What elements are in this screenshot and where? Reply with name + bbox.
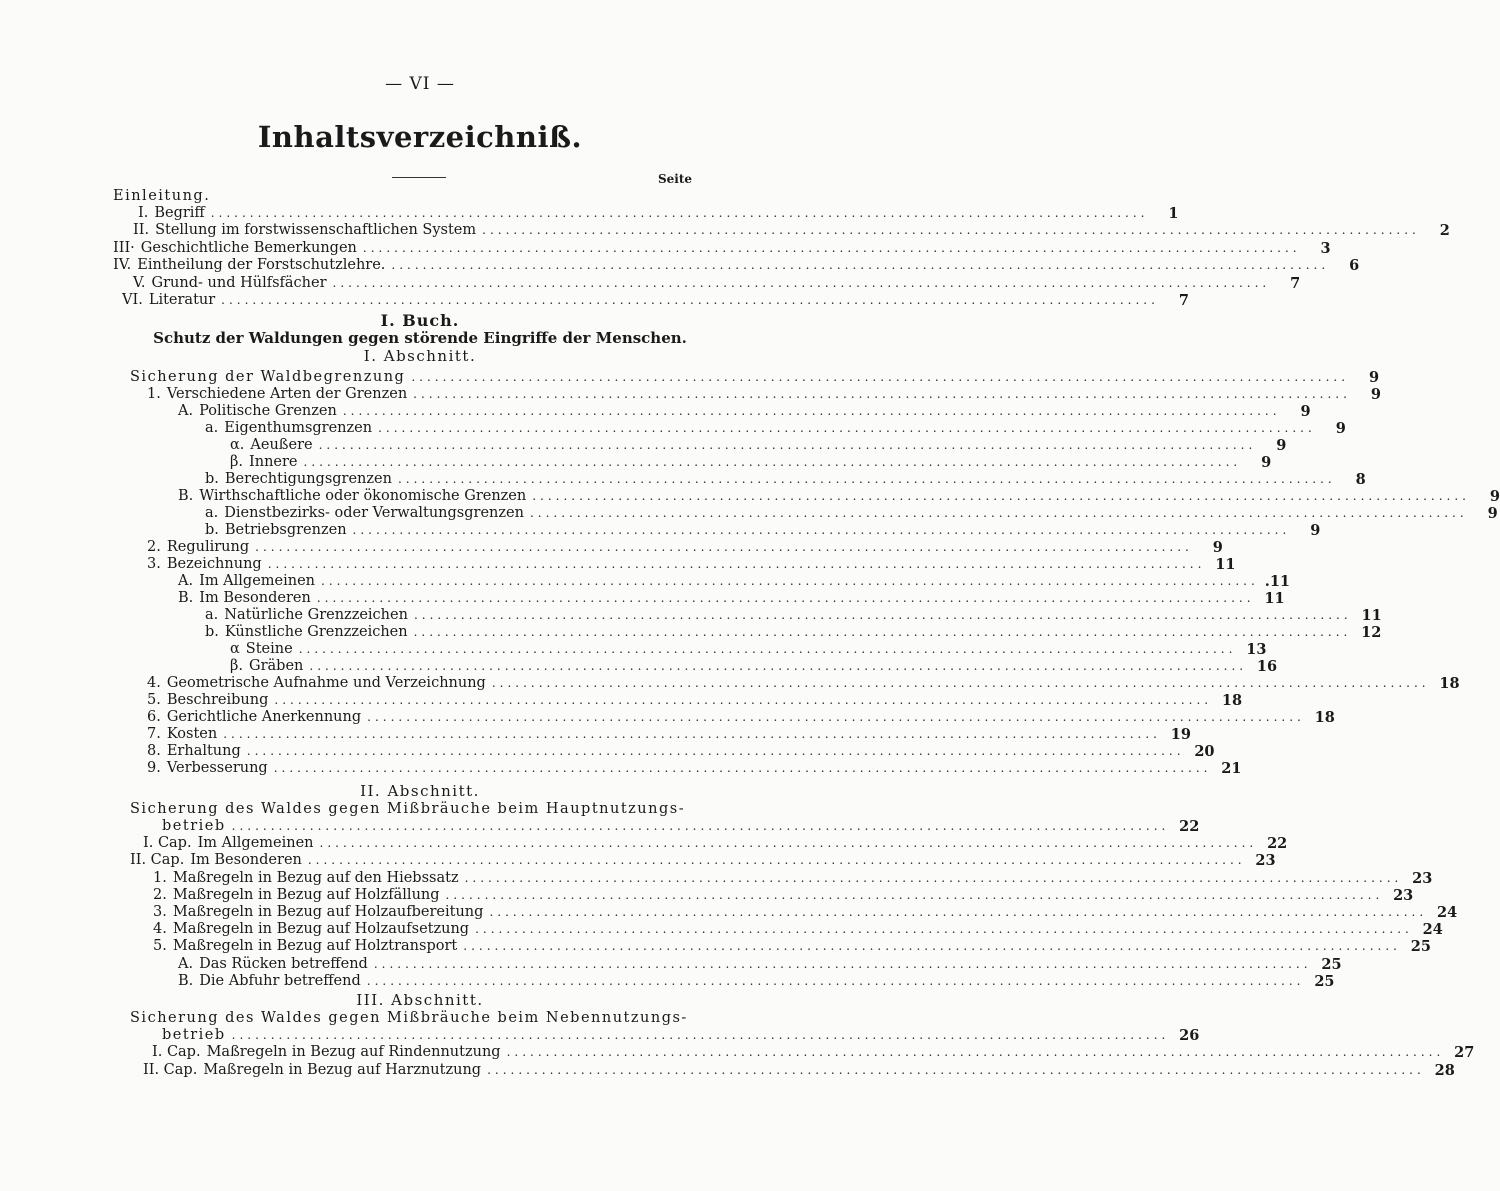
toc-entry — [230, 454, 1272, 471]
toc-entry-text: Beschreibung — [166, 692, 269, 708]
toc-entry — [147, 692, 1243, 709]
toc-entry-number: B. — [178, 488, 194, 504]
toc-entry-text: Politische Grenzen — [199, 403, 337, 419]
toc-entry — [147, 726, 1191, 743]
toc-entry — [205, 624, 1382, 641]
toc-entry — [147, 675, 1460, 692]
toc-entry-number: A. — [178, 956, 194, 972]
leader-dots: ........................................................................................................................ — [316, 591, 1255, 605]
toc-entry-text: Natürliche Grenzzeichen — [224, 607, 408, 623]
toc-entry-number: 2. — [147, 539, 161, 555]
toc-entry-text: Maßregeln in Bezug auf Harznutzung — [203, 1062, 482, 1078]
toc-entry-text: Verbesserung — [166, 760, 268, 776]
toc-entry-number: 4. — [147, 675, 161, 691]
toc-entry-number: 1. — [153, 870, 167, 886]
leader-dots: ........................................................................................................................ — [445, 888, 1384, 902]
leader-dots: ........................................................................................................................ — [463, 939, 1401, 953]
toc-entry — [153, 921, 1443, 938]
toc-entry — [205, 471, 1366, 488]
buch-heading: I. Buch. — [380, 311, 460, 330]
leader-dots: ........................................................................................................................ — [210, 206, 1149, 220]
leader-dots: ........................................................................................................................ — [332, 276, 1271, 290]
toc-entry-label — [205, 420, 372, 437]
toc-entry — [147, 386, 1381, 403]
leader-dots: ........................................................................................................................ — [274, 693, 1213, 707]
toc-entry-number: α. — [230, 437, 245, 453]
toc-entry-text: Maßregeln in Bezug auf Holztransport — [172, 938, 458, 954]
toc-entry — [162, 818, 1200, 835]
toc-entry-page: 21 — [1221, 760, 1242, 777]
toc-entry-label — [147, 692, 268, 709]
leader-dots: ........................................................................................................................ — [255, 540, 1193, 554]
toc-entry — [178, 488, 1500, 505]
toc-entry-page: 25 — [1410, 938, 1431, 955]
toc-entry-label — [230, 437, 313, 454]
toc-entry — [153, 938, 1431, 955]
toc-entry — [205, 522, 1321, 539]
toc-entry-number: a. — [205, 505, 219, 521]
toc-entry — [153, 887, 1414, 904]
toc-entry — [113, 257, 1360, 274]
toc-entry-page: 9 — [1335, 420, 1346, 437]
toc-entry — [178, 956, 1342, 973]
column-header-seite: Seite — [657, 172, 692, 186]
leader-dots: ........................................................................................................................ — [231, 819, 1170, 833]
toc-entry-label — [147, 539, 249, 556]
toc-entry-label — [113, 240, 357, 257]
toc-entry-label — [133, 222, 476, 239]
toc-entry-label — [178, 590, 311, 607]
toc-entry-label — [205, 471, 392, 488]
toc-entry-number: a. — [205, 420, 219, 436]
toc-entry — [178, 573, 1290, 590]
toc-entry — [205, 420, 1346, 437]
toc-entry-number: II. — [133, 222, 150, 238]
leader-dots: ........................................................................................................................ — [352, 523, 1291, 537]
toc-entry-page: .11 — [1264, 573, 1290, 590]
toc-entry — [130, 852, 1276, 869]
toc-entry-page: 18 — [1221, 692, 1243, 709]
toc-entry-number: I. Cap. — [152, 1044, 201, 1060]
toc-entry-text: Maßregeln in Bezug auf den Hiebssatz — [172, 870, 459, 886]
leader-dots: ........................................................................................................................ — [246, 744, 1185, 758]
leader-dots: ........................................................................................................................ — [475, 922, 1413, 936]
toc-entry-text: Gräben — [249, 658, 304, 674]
leader-dots: ........................................................................................................................ — [464, 871, 1403, 885]
toc-entry — [230, 658, 1278, 675]
toc-entry-label — [178, 488, 526, 505]
toc-entry — [113, 240, 1331, 257]
toc-entry-label — [147, 760, 268, 777]
toc-entry-text: Innere — [249, 454, 298, 470]
toc-entry-number: IV. — [113, 257, 132, 273]
toc-entry-label — [130, 852, 302, 869]
toc-entry-number: β. — [230, 658, 243, 674]
toc-entry-text: Grund- und Hülfsfächer — [151, 275, 327, 291]
toc-entry-text: Literatur — [148, 292, 216, 308]
toc-entry-page: 9 — [1489, 488, 1500, 505]
toc-entry — [147, 556, 1236, 573]
toc-entry-label — [205, 607, 408, 624]
leader-dots: ........................................................................................................................ — [303, 455, 1242, 469]
toc-entry-number: 1. — [147, 386, 161, 402]
leader-dots: ........................................................................................................................ — [529, 506, 1468, 520]
toc-entry-page: 18 — [1314, 709, 1335, 726]
toc-entry-page: 9 — [1368, 369, 1380, 386]
toc-entry-page: 26 — [1179, 1027, 1200, 1044]
abschnitt2-title: Sicherung des Waldes gegen Mißbräuche beim Hauptnutzungs- — [130, 801, 686, 817]
toc-entry — [122, 292, 1189, 309]
toc-entry-number: I. — [138, 205, 149, 221]
toc-entry-label — [230, 641, 293, 658]
leader-dots: ........................................................................................................................ — [221, 293, 1159, 307]
leader-dots: ........................................................................................................................ — [487, 1063, 1425, 1077]
toc-entry-text: betrieb — [162, 1027, 226, 1043]
toc-entry-page: 8 — [1355, 471, 1366, 488]
toc-entry-label — [122, 292, 215, 309]
abschnitt1-heading: I. Abschnitt. — [363, 347, 477, 365]
toc-entry-text: Berechtigungsgrenzen — [224, 471, 392, 487]
abschnitt3-title: Sicherung des Waldes gegen Mißbräuche beim Nebennutzungs- — [130, 1010, 688, 1026]
toc-entry-number: 8. — [147, 743, 161, 759]
toc-entry-number: 7. — [147, 726, 161, 742]
toc-entry-page: 9 — [1370, 386, 1381, 403]
toc-entry-label — [153, 904, 483, 921]
toc-entry-number: A. — [178, 573, 194, 589]
toc-entry-text: Kosten — [166, 726, 218, 742]
toc-entry-page: 7 — [1178, 292, 1189, 309]
toc-entry-label — [143, 835, 314, 852]
toc-entry-label — [230, 454, 298, 471]
toc-entry-page: 9 — [1212, 539, 1223, 556]
toc-entry-label — [178, 403, 337, 420]
toc-entry-page: 22 — [1179, 818, 1200, 835]
toc-entry-text: Sicherung der Waldbegrenzung — [130, 369, 406, 385]
toc-entry-page: 13 — [1246, 641, 1267, 658]
toc-entry — [153, 904, 1458, 921]
toc-entry-label — [162, 818, 226, 835]
toc-entry-number: α — [230, 641, 240, 657]
toc-entry-text: Die Abfuhr betreffend — [199, 973, 361, 989]
toc-entry-text: Aeußere — [250, 437, 313, 453]
leader-dots: ........................................................................................................................ — [411, 370, 1350, 384]
toc-entry-page: 24 — [1422, 921, 1443, 938]
toc-entry-text: Maßregeln in Bezug auf Holzaufbereitung — [172, 904, 484, 920]
leader-dots: ........................................................................................................................ — [413, 387, 1351, 401]
toc-entry-label — [130, 369, 405, 386]
toc-entry-text: Maßregeln in Bezug auf Holzaufsetzung — [172, 921, 470, 937]
toc-entry-number: b. — [205, 471, 219, 487]
toc-entry-text: Künstliche Grenzzeichen — [224, 624, 408, 640]
toc-entry — [133, 275, 1301, 292]
toc-entry-label — [143, 1062, 481, 1079]
toc-entry-text: Im Allgemeinen — [197, 835, 314, 851]
toc-entry-number: 3. — [147, 556, 161, 572]
toc-entry-text: Dienstbezirks- oder Verwaltungsgrenzen — [224, 505, 524, 521]
leader-dots: ........................................................................................................................ — [321, 574, 1259, 588]
toc-entry-number: II. Cap. — [130, 852, 185, 868]
toc-entry-page: 23 — [1412, 870, 1433, 887]
toc-entry-label — [230, 658, 303, 675]
toc-entry-text: Im Allgemeinen — [199, 573, 316, 589]
toc-entry-page: 11 — [1215, 556, 1236, 573]
toc-entry-label — [205, 505, 524, 522]
toc-entry-number: III· — [113, 240, 135, 256]
toc-entry-page: 11 — [1361, 607, 1382, 624]
toc-entry — [147, 709, 1335, 726]
leader-dots: ........................................................................................................................ — [367, 710, 1305, 724]
toc-entry-number: II. Cap. — [143, 1062, 198, 1078]
toc-entry — [178, 403, 1311, 420]
toc-entry-text: Geometrische Aufnahme und Verzeichnung — [166, 675, 486, 691]
toc-entry — [230, 437, 1287, 454]
toc-entry-number: 6. — [147, 709, 161, 725]
leader-dots: ........................................................................................................................ — [309, 659, 1248, 673]
toc-entry-number: 2. — [153, 887, 167, 903]
toc-entry-label — [153, 938, 457, 955]
toc-entry — [162, 1027, 1200, 1044]
toc-entry-page: 11 — [1264, 590, 1285, 607]
toc-entry-label — [205, 522, 347, 539]
leader-dots: ........................................................................................................................ — [506, 1045, 1445, 1059]
toc-entry-page: 23 — [1255, 852, 1276, 869]
leader-dots: ........................................................................................................................ — [318, 438, 1257, 452]
toc-entry-page: 1 — [1168, 205, 1179, 222]
toc-entry — [205, 607, 1382, 624]
leader-dots: ........................................................................................................................ — [532, 489, 1470, 503]
toc-entry-page: 9 — [1300, 403, 1311, 420]
leader-dots: ........................................................................................................................ — [482, 223, 1420, 237]
leader-dots: ........................................................................................................................ — [267, 557, 1206, 571]
toc-entry-label — [152, 1044, 501, 1061]
toc-entry-label — [147, 726, 217, 743]
leader-dots: ........................................................................................................................ — [307, 853, 1246, 867]
toc-entry-page: 9 — [1487, 505, 1498, 522]
toc-entry-number: B. — [178, 973, 194, 989]
toc-entry-page: 25 — [1321, 956, 1342, 973]
toc-entry-text: Verschiedene Arten der Grenzen — [166, 386, 408, 402]
leader-dots: ........................................................................................................................ — [413, 625, 1352, 639]
leader-dots: ........................................................................................................................ — [231, 1028, 1170, 1042]
toc-entry-page: 24 — [1436, 904, 1458, 921]
toc-entry — [153, 870, 1433, 887]
toc-entry-number: 9. — [147, 760, 161, 776]
toc-entry — [152, 1044, 1475, 1061]
toc-entry-text: Regulirung — [166, 539, 250, 555]
toc-entry-text: Das Rücken betreffend — [199, 956, 368, 972]
toc-entry-number: a. — [205, 607, 219, 623]
leader-dots: ........................................................................................................................ — [342, 404, 1281, 418]
toc-entry-label — [162, 1027, 226, 1044]
leader-dots: ........................................................................................................................ — [491, 676, 1430, 690]
toc-entry-page: 2 — [1439, 222, 1450, 239]
toc-entry — [178, 973, 1335, 990]
toc-entry-label — [178, 973, 361, 990]
einleitung-heading: Einleitung. — [113, 188, 211, 204]
toc-entry-page: 7 — [1290, 275, 1301, 292]
buch-subtitle: Schutz der Waldungen gegen störende Eingriffe der Menschen. — [153, 329, 687, 347]
toc-entry-page: 23 — [1393, 887, 1414, 904]
page-number: — VI — — [385, 74, 455, 94]
leader-dots: ........................................................................................................................ — [397, 472, 1336, 486]
leader-dots: ........................................................................................................................ — [366, 974, 1305, 988]
toc-entry-text: Stellung im forstwissenschaftlichen System — [155, 222, 477, 238]
toc-entry-text: Maßregeln in Bezug auf Holzfällung — [172, 887, 440, 903]
toc-entry-number: 3. — [153, 904, 167, 920]
toc-entry-page: 9 — [1310, 522, 1321, 539]
toc-entry-page: 9 — [1261, 454, 1272, 471]
toc-entry-label — [133, 275, 327, 292]
toc-entry-number: β. — [230, 454, 243, 470]
toc-entry-label — [138, 205, 205, 222]
toc-entry — [130, 369, 1380, 386]
toc-entry-label — [205, 624, 408, 641]
toc-entry-text: Bezeichnung — [166, 556, 262, 572]
toc-entry-number: b. — [205, 624, 219, 640]
toc-entry — [138, 205, 1179, 222]
leader-dots: ........................................................................................................................ — [413, 608, 1352, 622]
toc-entry-label — [153, 921, 469, 938]
toc-entry-number: 4. — [153, 921, 167, 937]
abschnitt2-heading: II. Abschnitt. — [360, 782, 480, 800]
toc-entry-label — [147, 556, 262, 573]
toc-entry-label — [153, 887, 440, 904]
toc-entry — [147, 539, 1223, 556]
toc-entry-text: Im Besonderen — [199, 590, 311, 606]
toc-entry-text: Betriebsgrenzen — [224, 522, 347, 538]
toc-entry-page: 6 — [1349, 257, 1360, 274]
toc-entry-text: Eigenthumsgrenzen — [224, 420, 373, 436]
toc-entry-text: Maßregeln in Bezug auf Rindennutzung — [206, 1044, 501, 1060]
toc-entry-page: 19 — [1170, 726, 1191, 743]
toc-entry — [143, 835, 1288, 852]
toc-entry-page: 27 — [1454, 1044, 1475, 1061]
toc-entry-page: 3 — [1320, 240, 1331, 257]
toc-entry-label — [153, 870, 459, 887]
toc-entry-label — [147, 386, 407, 403]
toc-entry — [133, 222, 1450, 239]
toc-entry — [178, 590, 1285, 607]
abschnitt3-heading: III. Abschnitt. — [356, 991, 484, 1009]
toc-entry-number: VI. — [122, 292, 143, 308]
toc-entry-label — [147, 675, 486, 692]
toc-entry-label — [147, 743, 241, 760]
toc-entry — [147, 760, 1242, 777]
toc-entry-text: betrieb — [162, 818, 226, 834]
toc-entry-text: Steine — [245, 641, 293, 657]
toc-entry-text: Im Besonderen — [190, 852, 302, 868]
toc-entry-page: 28 — [1434, 1062, 1455, 1079]
page-title: Inhaltsverzeichniß. — [257, 120, 583, 154]
toc-entry-page: 25 — [1314, 973, 1335, 990]
toc-entry-page: 12 — [1361, 624, 1382, 641]
toc-entry-number: 5. — [147, 692, 161, 708]
leader-dots: ........................................................................................................................ — [362, 241, 1301, 255]
toc-entry-text: Erhaltung — [166, 743, 241, 759]
toc-entry-page: 18 — [1439, 675, 1460, 692]
toc-entry — [147, 743, 1215, 760]
toc-entry-text: Gerichtliche Anerkennung — [166, 709, 362, 725]
toc-entry-number: 5. — [153, 938, 167, 954]
toc-entry-text: Wirthschaftliche oder ökonomische Grenzen — [199, 488, 527, 504]
leader-dots: ........................................................................................................................ — [391, 258, 1330, 272]
toc-entry — [205, 505, 1498, 522]
leader-dots: ........................................................................................................................ — [373, 957, 1312, 971]
leader-dots: ........................................................................................................................ — [273, 761, 1212, 775]
leader-dots: ........................................................................................................................ — [298, 642, 1237, 656]
toc-entry-label — [178, 956, 368, 973]
toc-entry-page: 9 — [1276, 437, 1287, 454]
leader-dots: ........................................................................................................................ — [223, 727, 1161, 741]
toc-entry-number: b. — [205, 522, 219, 538]
toc-entry-number: I. Cap. — [143, 835, 192, 851]
toc-entry-page: 22 — [1267, 835, 1288, 852]
toc-entry — [230, 641, 1267, 658]
leader-dots: ........................................................................................................................ — [319, 836, 1258, 850]
toc-entry-text: Geschichtliche Bemerkungen — [140, 240, 357, 256]
toc-entry-number: V. — [133, 275, 146, 291]
toc-entry-label — [178, 573, 315, 590]
toc-entry — [143, 1062, 1455, 1079]
toc-entry-page: 16 — [1256, 658, 1278, 675]
toc-entry-page: 20 — [1194, 743, 1215, 760]
toc-entry-number: A. — [178, 403, 194, 419]
toc-entry-number: B. — [178, 590, 194, 606]
toc-entry-label — [147, 709, 361, 726]
leader-dots: ........................................................................................................................ — [489, 905, 1428, 919]
leader-dots: ........................................................................................................................ — [378, 421, 1316, 435]
toc-entry-text: Begriff — [154, 205, 205, 221]
toc-entry-label — [113, 257, 385, 274]
toc-entry-text: Eintheilung der Forstschutzlehre. — [137, 257, 386, 273]
